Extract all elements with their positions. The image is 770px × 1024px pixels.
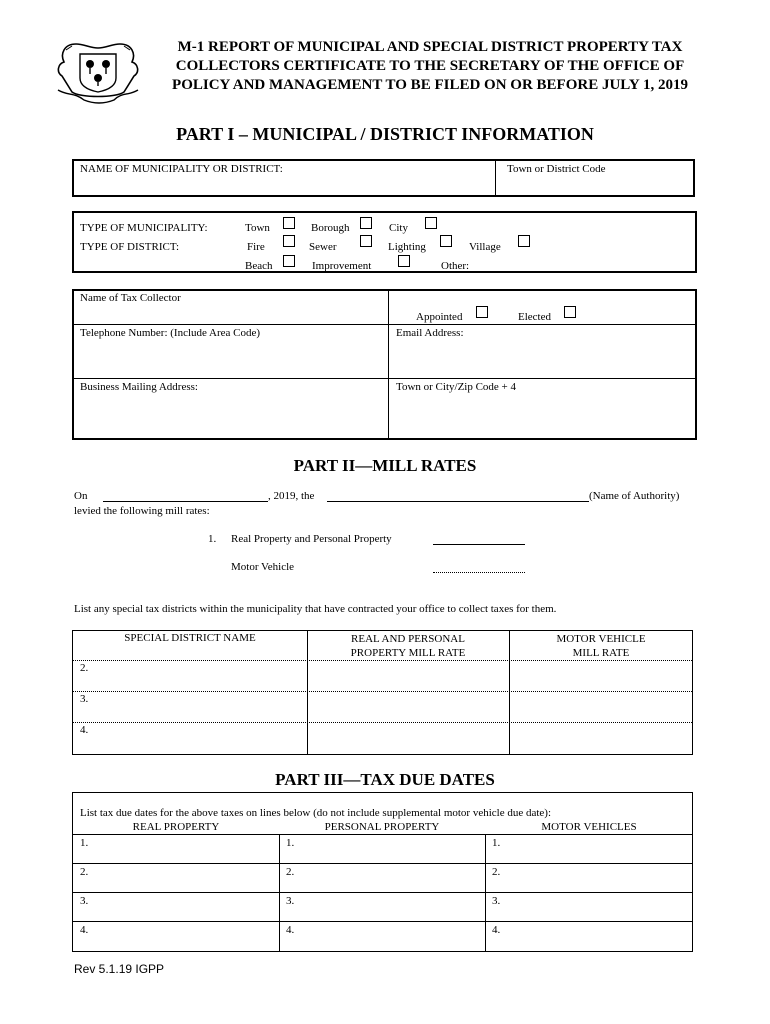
table-row: 4. [80,924,89,936]
authority-input[interactable] [327,501,589,502]
table-row: 3. [492,895,501,907]
phone-label: Telephone Number: (Include Area Code) [80,327,261,339]
table-row: 3. [286,895,295,907]
col-motor-vehicle-rate: MOTOR VEHICLE MILL RATE [556,633,646,659]
part3-heading: PART III—TAX DUE DATES [275,770,495,789]
table-row: 4. [80,724,89,736]
fire-checkbox[interactable] [283,235,295,247]
on-label: On [74,490,88,502]
type-district-label: TYPE OF DISTRICT: [80,241,180,253]
lighting-checkbox[interactable] [440,235,452,247]
table-row: 2. [286,866,295,878]
table-row: 3. [80,895,89,907]
city-label: City [389,222,408,234]
beach-label: Beach [245,260,273,272]
town-checkbox[interactable] [283,217,295,229]
sewer-label: Sewer [309,241,337,253]
village-label: Village [469,241,501,253]
due-dates-instruction: List tax due dates for the above taxes on lines below (do not include supplemental motor vehicle due date): [80,807,552,819]
code-label: Town or District Code [507,163,606,175]
item-number: 1. [208,533,217,545]
borough-checkbox[interactable] [360,217,372,229]
table-row: 1. [80,837,89,849]
email-label: Email Address: [396,327,464,339]
table-row: 4. [492,924,501,936]
municipality-name-field[interactable] [80,176,490,194]
motor-vehicle-rate-input[interactable] [433,572,525,573]
date-input[interactable] [103,501,268,502]
revision-footer: Rev 5.1.19 IGPP [74,962,165,976]
lighting-label: Lighting [388,241,426,253]
part2-heading: PART II—MILL RATES [293,456,477,475]
table-row: 1. [286,837,295,849]
table-row: 2. [80,662,89,674]
table-row: 1. [492,837,501,849]
col-real-personal-rate: REAL AND PERSONAL PROPERTY MILL RATE [350,633,466,659]
borough-label: Borough [311,222,350,234]
real-personal-rate-input[interactable] [433,544,525,545]
col-real-property: REAL PROPERTY [132,821,220,833]
collector-label: Name of Tax Collector [80,292,181,304]
district-code-field[interactable] [500,176,690,194]
state-seal-logo [54,40,142,106]
elected-label: Elected [518,311,551,323]
part1-heading: PART I – MUNICIPAL / DISTRICT INFORMATION [176,124,594,144]
village-checkbox[interactable] [518,235,530,247]
year-label: , 2019, the [268,490,315,502]
col-personal-property: PERSONAL PROPERTY [324,821,440,833]
sewer-checkbox[interactable] [360,235,372,247]
collector-box [72,289,697,440]
other-label: Other: [441,260,470,272]
table-row: 2. [492,866,501,878]
real-personal-label: Real Property and Personal Property [231,533,392,545]
zip-label: Town or City/Zip Code + 4 [396,381,517,393]
col-special-district: SPECIAL DISTRICT NAME [124,632,256,644]
motor-vehicle-label: Motor Vehicle [231,561,295,573]
appointed-checkbox[interactable] [476,306,488,318]
improvement-label: Improvement [312,260,372,272]
table-row: 3. [80,693,89,705]
improvement-checkbox[interactable] [398,255,410,267]
table-row: 2. [80,866,89,878]
fire-label: Fire [247,241,265,253]
town-label: Town [245,222,270,234]
other-input[interactable] [476,271,634,272]
special-district-instruction: List any special tax districts within the municipality that have contracted your office to collect taxes for them. [74,603,557,615]
type-municipality-label: TYPE OF MUNICIPALITY: [80,222,208,234]
authority-label: (Name of Authority) [589,490,680,502]
form-title: M-1 REPORT OF MUNICIPAL AND SPECIAL DISTRICT PROPERTY TAX COLLECTORS CERTIFICATE TO THE SECRETARY OF THE OFFICE OF POLICY AND MANAGEMENT TO BE FILED ON OR BEFORE JULY 1, 2019 [172,39,688,93]
city-checkbox[interactable] [425,217,437,229]
address-label: Business Mailing Address: [80,381,198,393]
table-row: 4. [286,924,295,936]
levied-label: levied the following mill rates: [74,505,210,517]
col-motor-vehicles: MOTOR VEHICLES [541,821,637,833]
elected-checkbox[interactable] [564,306,576,318]
name-label: NAME OF MUNICIPALITY OR DISTRICT: [80,163,283,175]
beach-checkbox[interactable] [283,255,295,267]
appointed-label: Appointed [416,311,463,323]
